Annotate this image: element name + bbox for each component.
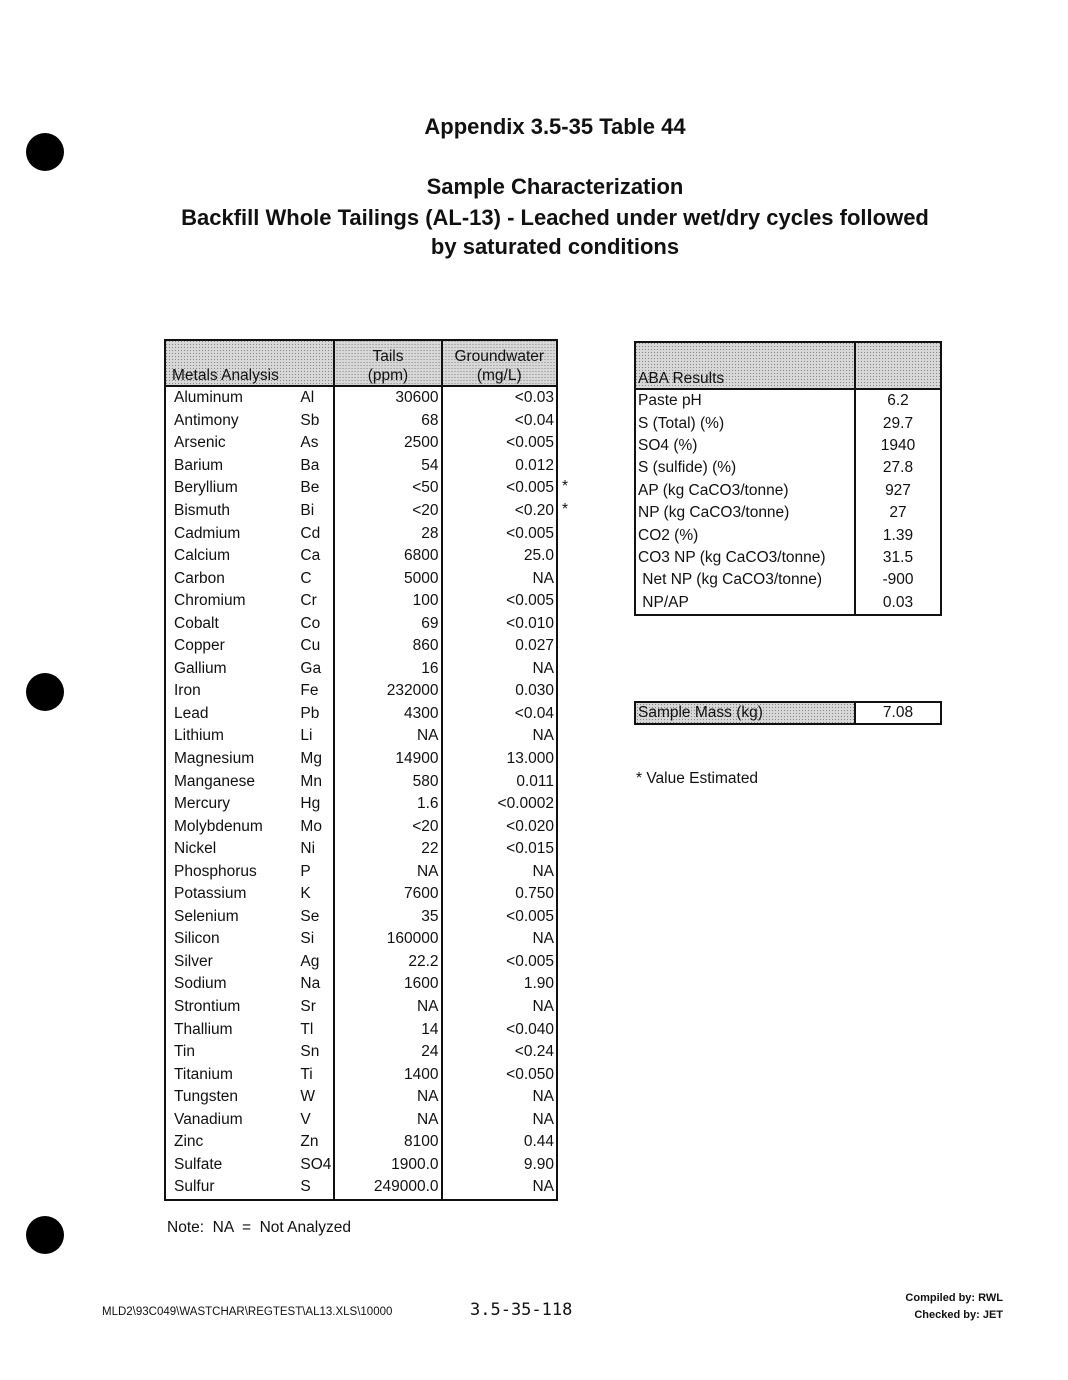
element-symbol: C xyxy=(300,569,312,587)
table-row xyxy=(635,502,941,524)
table-row xyxy=(165,545,557,568)
element-symbol: Sr xyxy=(300,998,316,1016)
groundwater-value: 13.000 xyxy=(506,750,554,768)
aba-value: 1940 xyxy=(855,435,941,457)
table-row xyxy=(165,590,557,613)
table-row xyxy=(165,612,557,635)
tails-value: 160000 xyxy=(334,928,441,951)
groundwater-cell xyxy=(442,410,557,433)
groundwater-cell xyxy=(442,386,557,410)
element-symbol: Al xyxy=(300,389,315,407)
tails-value: NA xyxy=(334,860,441,883)
element-name: Copper xyxy=(174,637,225,655)
compiled-by: Compiled by: RWL xyxy=(905,1292,1003,1304)
page-subtitle-line1: Backfill Whole Tailings (AL-13) - Leached under wet/dry cycles followed xyxy=(181,205,929,230)
element-name: Titanium xyxy=(174,1065,233,1083)
header-groundwater xyxy=(442,340,557,386)
element-symbol: V xyxy=(300,1110,311,1128)
file-path: MLD2\93C049\WASTCHAR\REGTEST\AL13.XLS\10000 xyxy=(102,1306,393,1318)
groundwater-value: NA xyxy=(532,727,554,745)
element-name: Molybdenum xyxy=(174,817,263,835)
groundwater-value: NA xyxy=(532,569,554,587)
aba-value: 27 xyxy=(855,502,941,524)
header-aba-results: ABA Results xyxy=(638,370,725,387)
element-name: Magnesium xyxy=(174,750,255,768)
table-row xyxy=(165,1154,557,1177)
groundwater-cell xyxy=(442,680,557,703)
element-symbol: Be xyxy=(300,479,320,497)
groundwater-cell xyxy=(442,951,557,974)
element-symbol: Si xyxy=(300,930,315,948)
header-groundwater-line1: Groundwater xyxy=(454,348,545,365)
table-row xyxy=(165,1041,557,1064)
groundwater-cell xyxy=(442,1154,557,1177)
table-row xyxy=(165,860,557,883)
groundwater-value: NA xyxy=(532,1178,554,1196)
aba-label: CO2 (%) xyxy=(638,526,699,544)
groundwater-cell xyxy=(442,1131,557,1154)
element-name: Selenium xyxy=(174,907,239,925)
element-symbol: Cr xyxy=(300,592,317,610)
element-name: Potassium xyxy=(174,885,247,903)
groundwater-cell xyxy=(442,1086,557,1109)
groundwater-value: <0.010 xyxy=(506,614,554,632)
groundwater-cell xyxy=(442,883,557,906)
aba-value: 31.5 xyxy=(855,547,941,569)
element-symbol: Ca xyxy=(300,547,321,565)
groundwater-cell xyxy=(442,906,557,929)
tails-value: 4300 xyxy=(334,703,441,726)
groundwater-cell xyxy=(442,815,557,838)
element-symbol: Sn xyxy=(300,1043,320,1061)
element-symbol: W xyxy=(300,1088,316,1106)
element-symbol: Ga xyxy=(300,659,322,677)
groundwater-value: <0.005 xyxy=(506,907,554,925)
element-name: Vanadium xyxy=(174,1110,243,1128)
tails-value: 24 xyxy=(334,1041,441,1064)
element-name: Silicon xyxy=(174,930,220,948)
tails-value: 7600 xyxy=(334,883,441,906)
table-row xyxy=(165,1086,557,1109)
element-symbol: S xyxy=(300,1178,311,1196)
element-symbol: Sb xyxy=(300,411,320,429)
element-name: Phosphorus xyxy=(174,862,257,880)
groundwater-value: 0.012 xyxy=(515,456,554,474)
element-symbol: SO4 xyxy=(300,1155,332,1173)
table-row xyxy=(635,524,941,546)
element-symbol: Co xyxy=(300,614,321,632)
element-symbol: Cd xyxy=(300,524,321,542)
groundwater-cell xyxy=(442,748,557,771)
groundwater-cell xyxy=(442,703,557,726)
aba-label: AP (kg CaCO3/tonne) xyxy=(638,481,789,499)
element-symbol: Zn xyxy=(300,1133,319,1151)
table-row xyxy=(165,455,557,478)
element-name: Aluminum xyxy=(174,389,243,407)
element-name: Silver xyxy=(174,952,213,970)
groundwater-value: 25.0 xyxy=(523,547,554,565)
element-name: Cadmium xyxy=(174,524,241,542)
table-row xyxy=(165,477,557,500)
groundwater-value: <0.020 xyxy=(506,817,554,835)
tails-value: 22 xyxy=(334,838,441,861)
metals-analysis-table xyxy=(164,339,568,1201)
table-row xyxy=(635,480,941,502)
groundwater-value: 0.750 xyxy=(515,885,554,903)
element-name: Lead xyxy=(174,704,209,722)
header-metals-analysis: Metals Analysis xyxy=(172,367,279,384)
element-symbol: Li xyxy=(300,727,313,745)
element-symbol: Hg xyxy=(300,795,321,813)
page-title: Sample Characterization xyxy=(426,174,684,199)
table-header-row xyxy=(635,342,941,389)
groundwater-value: 9.90 xyxy=(523,1155,554,1173)
element-name: Carbon xyxy=(174,569,225,587)
value-estimated-note: * Value Estimated xyxy=(636,770,759,787)
aba-value: 29.7 xyxy=(855,412,941,434)
page-number: 3.5-35-118 xyxy=(470,1300,573,1320)
table-row xyxy=(165,522,557,545)
tails-value: NA xyxy=(334,725,441,748)
table-row xyxy=(165,748,557,771)
aba-value: 1.39 xyxy=(855,524,941,546)
table-row xyxy=(165,386,557,410)
table-row xyxy=(165,410,557,433)
groundwater-cell xyxy=(442,432,557,455)
element-name: Calcium xyxy=(174,547,230,565)
aba-label: CO3 NP (kg CaCO3/tonne) xyxy=(638,548,826,566)
groundwater-value: 0.44 xyxy=(523,1133,554,1151)
header-tails-line1: Tails xyxy=(372,348,404,365)
table-row xyxy=(165,1063,557,1086)
element-symbol: Na xyxy=(300,975,321,993)
table-row xyxy=(165,635,557,658)
element-name: Lithium xyxy=(174,727,224,745)
table-row xyxy=(165,500,557,523)
na-note: Note: NA = Not Analyzed xyxy=(167,1219,351,1236)
header-tails-unit: (ppm) xyxy=(367,367,409,384)
groundwater-cell xyxy=(442,567,557,590)
table-row xyxy=(165,928,557,951)
tails-value: 8100 xyxy=(334,1131,441,1154)
aba-label: NP/AP xyxy=(638,593,689,611)
groundwater-cell xyxy=(442,973,557,996)
table-row xyxy=(165,658,557,681)
element-symbol: Mg xyxy=(300,750,322,768)
tails-value: 22.2 xyxy=(334,951,441,974)
element-name: Tungsten xyxy=(174,1088,239,1106)
aba-value: 6.2 xyxy=(855,389,941,412)
table-header-row xyxy=(165,340,557,386)
table-row xyxy=(165,1131,557,1154)
groundwater-value: <0.040 xyxy=(506,1020,554,1038)
element-name: Barium xyxy=(174,456,224,474)
table-row xyxy=(165,703,557,726)
groundwater-value: NA xyxy=(532,1088,554,1106)
element-symbol: Ti xyxy=(300,1065,313,1083)
tails-value: <50 xyxy=(334,477,441,500)
tails-value: 68 xyxy=(334,410,441,433)
groundwater-cell xyxy=(442,522,557,545)
element-name: Zinc xyxy=(174,1133,204,1151)
tails-value: NA xyxy=(334,1086,441,1109)
element-symbol: Ag xyxy=(300,952,320,970)
aba-value: 0.03 xyxy=(855,592,941,615)
table-row xyxy=(165,883,557,906)
table-row xyxy=(165,1109,557,1132)
groundwater-cell xyxy=(442,500,568,523)
aba-value: 27.8 xyxy=(855,457,941,479)
groundwater-cell xyxy=(442,793,557,816)
binder-hole-icon xyxy=(26,1216,64,1254)
table-row xyxy=(165,432,557,455)
table-row xyxy=(165,567,557,590)
table-row xyxy=(165,815,557,838)
tails-value: 2500 xyxy=(334,432,441,455)
aba-label: SO4 (%) xyxy=(638,436,698,454)
element-name: Bismuth xyxy=(174,502,230,519)
element-symbol: Tl xyxy=(300,1020,314,1038)
groundwater-cell xyxy=(442,1176,557,1200)
groundwater-cell xyxy=(442,838,557,861)
groundwater-cell xyxy=(442,612,557,635)
groundwater-value: <0.24 xyxy=(514,1043,554,1061)
tails-value: 16 xyxy=(334,658,441,681)
groundwater-value: 0.030 xyxy=(515,682,554,700)
table-row xyxy=(165,906,557,929)
estimated-marker: * xyxy=(561,478,568,496)
appendix-title: Appendix 3.5-35 Table 44 xyxy=(424,114,686,139)
tails-value: 5000 xyxy=(334,567,441,590)
groundwater-value: <0.005 xyxy=(506,952,554,970)
element-symbol: Pb xyxy=(300,704,320,722)
table-row xyxy=(635,569,941,591)
page-subtitle-line2: by saturated conditions xyxy=(430,234,680,259)
tails-value: 232000 xyxy=(334,680,441,703)
groundwater-cell xyxy=(442,1041,557,1064)
groundwater-cell xyxy=(442,1063,557,1086)
tails-value: 28 xyxy=(334,522,441,545)
element-symbol: Mn xyxy=(300,772,322,790)
table-row xyxy=(635,389,941,412)
groundwater-cell xyxy=(442,1109,557,1132)
aba-label: Net NP (kg CaCO3/tonne) xyxy=(638,571,823,589)
aba-label: NP (kg CaCO3/tonne) xyxy=(638,504,790,522)
tails-value: <20 xyxy=(334,500,441,523)
header-tails xyxy=(334,340,441,386)
element-symbol: Cu xyxy=(300,637,321,655)
element-name: Tin xyxy=(174,1043,195,1061)
table-row xyxy=(165,838,557,861)
sample-mass-value: 7.08 xyxy=(855,702,941,724)
tails-value: 69 xyxy=(334,612,441,635)
tails-value: 1400 xyxy=(334,1063,441,1086)
groundwater-value: NA xyxy=(532,862,554,880)
tails-value: 1900.0 xyxy=(334,1154,441,1177)
element-name: Mercury xyxy=(174,795,230,813)
table-row xyxy=(165,951,557,974)
binder-hole-icon xyxy=(26,673,64,711)
groundwater-value: <0.005 xyxy=(506,524,554,542)
groundwater-cell xyxy=(442,996,557,1019)
groundwater-value: <0.04 xyxy=(514,411,554,429)
element-symbol: K xyxy=(300,885,311,903)
groundwater-cell xyxy=(442,590,557,613)
table-row xyxy=(165,1018,557,1041)
tails-value: 54 xyxy=(334,455,441,478)
element-name: Beryllium xyxy=(174,479,238,497)
groundwater-cell xyxy=(442,658,557,681)
element-name: Sulfate xyxy=(174,1155,223,1173)
element-symbol: Ba xyxy=(300,456,320,474)
element-name: Strontium xyxy=(174,998,241,1016)
sample-mass-label: Sample Mass (kg) xyxy=(635,702,855,724)
element-name: Chromium xyxy=(174,592,246,610)
groundwater-cell xyxy=(442,770,557,793)
groundwater-cell xyxy=(442,1018,557,1041)
aba-results-table xyxy=(634,341,942,616)
table-row xyxy=(635,547,941,569)
element-name: Manganese xyxy=(174,772,256,790)
groundwater-cell xyxy=(442,455,557,478)
groundwater-value: <0.005 xyxy=(506,479,554,497)
tails-value: NA xyxy=(334,1109,441,1132)
groundwater-value: <0.03 xyxy=(514,389,554,407)
element-name: Iron xyxy=(174,682,201,700)
table-row xyxy=(165,973,557,996)
element-symbol: As xyxy=(300,434,319,452)
checked-by: Checked by: JET xyxy=(914,1309,1003,1321)
groundwater-value: <0.005 xyxy=(506,592,554,610)
table-row xyxy=(635,435,941,457)
groundwater-value: NA xyxy=(532,930,554,948)
element-name: Sodium xyxy=(174,975,227,993)
tails-value: 14900 xyxy=(334,748,441,771)
element-name: Gallium xyxy=(174,659,227,677)
groundwater-value: NA xyxy=(532,659,554,677)
element-name: Nickel xyxy=(174,840,217,858)
sample-mass-table xyxy=(634,701,942,725)
groundwater-value: <0.20 xyxy=(514,502,554,519)
element-symbol: Mo xyxy=(300,817,322,835)
table-row xyxy=(165,770,557,793)
element-symbol: Se xyxy=(300,907,320,925)
aba-value: -900 xyxy=(855,569,941,591)
element-name: Sulfur xyxy=(174,1178,215,1196)
table-row xyxy=(635,592,941,615)
element-name: Arsenic xyxy=(174,434,226,452)
groundwater-value: NA xyxy=(532,998,554,1016)
groundwater-value: <0.0002 xyxy=(497,795,554,813)
groundwater-cell xyxy=(442,725,557,748)
table-row xyxy=(165,996,557,1019)
tails-value: 860 xyxy=(334,635,441,658)
table-row xyxy=(635,412,941,434)
estimated-marker: * xyxy=(561,500,568,518)
groundwater-cell xyxy=(442,635,557,658)
groundwater-value: 0.027 xyxy=(515,637,554,655)
tails-value: 1600 xyxy=(334,973,441,996)
tails-value: 14 xyxy=(334,1018,441,1041)
groundwater-cell xyxy=(442,477,568,500)
tails-value: 580 xyxy=(334,770,441,793)
table-row xyxy=(165,680,557,703)
groundwater-cell xyxy=(442,928,557,951)
tails-value: 6800 xyxy=(334,545,441,568)
table-row xyxy=(165,1176,557,1200)
aba-value: 927 xyxy=(855,480,941,502)
element-symbol: Ni xyxy=(300,840,316,858)
element-name: Antimony xyxy=(174,411,239,429)
groundwater-value: <0.050 xyxy=(506,1065,554,1083)
tails-value: NA xyxy=(334,996,441,1019)
tails-value: 30600 xyxy=(334,386,441,410)
groundwater-value: 0.011 xyxy=(516,772,554,790)
aba-label: Paste pH xyxy=(638,392,702,410)
element-symbol: P xyxy=(300,862,311,880)
aba-label: S (sulfide) (%) xyxy=(638,459,737,477)
element-symbol: Fe xyxy=(300,682,319,700)
groundwater-value: NA xyxy=(532,1110,554,1128)
tails-value: 1.6 xyxy=(334,793,441,816)
tails-value: 35 xyxy=(334,906,441,929)
element-name: Thallium xyxy=(174,1020,233,1038)
table-row xyxy=(635,702,941,724)
element-symbol: Bi xyxy=(300,502,315,519)
tails-value: 100 xyxy=(334,590,441,613)
header-groundwater-unit: (mg/L) xyxy=(476,367,522,384)
groundwater-cell xyxy=(442,545,557,568)
aba-label: S (Total) (%) xyxy=(638,414,725,432)
groundwater-value: <0.04 xyxy=(514,704,554,722)
table-row xyxy=(635,457,941,479)
groundwater-value: 1.90 xyxy=(523,975,554,993)
tails-value: <20 xyxy=(334,815,441,838)
groundwater-value: <0.015 xyxy=(506,840,554,858)
header-value xyxy=(855,342,941,389)
tails-value: 249000.0 xyxy=(334,1176,441,1200)
groundwater-value: <0.005 xyxy=(506,434,554,452)
table-row xyxy=(165,725,557,748)
table-row xyxy=(165,793,557,816)
element-name: Cobalt xyxy=(174,614,219,632)
groundwater-cell xyxy=(442,860,557,883)
